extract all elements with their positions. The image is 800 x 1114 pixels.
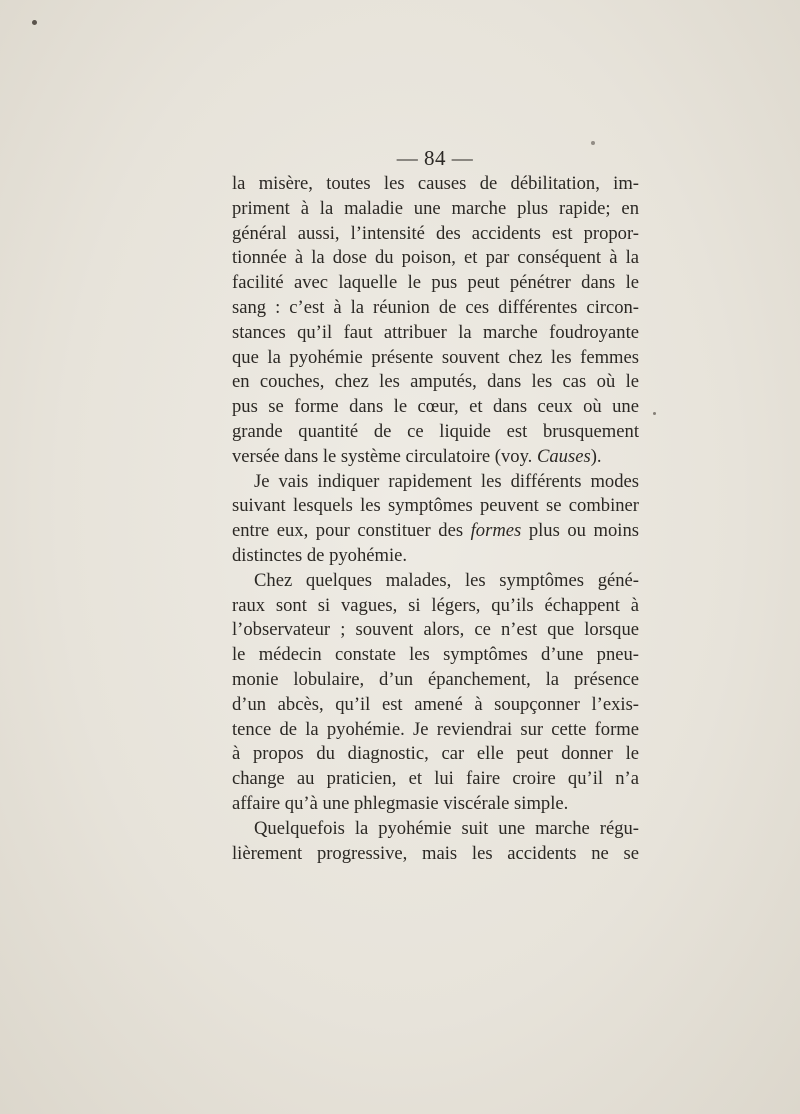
text-line: change au praticien, et lui faire croire qu’il n’a xyxy=(232,768,639,790)
text-line xyxy=(232,445,639,470)
text-line: Chez quelques malades, les symptômes géné- xyxy=(254,569,639,591)
text-line: affaire qu’à une phlegmasie viscérale simple. xyxy=(232,792,569,814)
text-line: tionnée à la dose du poison, et par conséquent à la xyxy=(232,247,639,269)
ink-speck xyxy=(32,20,37,25)
text-line: Quelquefois la pyohémie suit une marche régu- xyxy=(254,817,639,839)
text-line: Je vais indiquer rapidement les différents modes xyxy=(254,470,639,492)
body-text xyxy=(232,172,639,866)
page-number: — 84 — xyxy=(396,146,474,170)
text-line: distinctes de pyohémie. xyxy=(232,544,408,566)
text-line: stances qu’il faut attribuer la marche foudroyante xyxy=(232,321,639,343)
text-line: raux sont si vagues, si légers, qu’ils échappent à xyxy=(232,594,639,616)
text-line: tence de la pyohémie. Je reviendrai sur cette forme xyxy=(232,718,639,740)
text-line: à propos du diagnostic, car elle peut donner le xyxy=(232,743,639,765)
text-line: suivant lesquels les symptômes peuvent se combiner xyxy=(232,495,639,517)
text-fragment: versée dans le système circulatoire (voy. xyxy=(232,445,537,467)
text-line: sang : c’est à la réunion de ces différentes circon- xyxy=(232,296,639,318)
text-line: pus se forme dans le cœur, et dans ceux où une xyxy=(232,396,639,418)
text-line: général aussi, l’intensité des accidents est propor- xyxy=(232,222,639,244)
text-fragment: plus ou moins xyxy=(521,520,639,542)
text-line: le médecin constate les symptômes d’une pneu- xyxy=(232,644,639,666)
ink-speck xyxy=(591,141,595,145)
text-line: facilité avec laquelle le pus peut pénétrer dans le xyxy=(232,272,639,294)
ink-speck xyxy=(653,412,656,415)
italic-word: formes xyxy=(470,520,522,542)
text-line: d’un abcès, qu’il est amené à soupçonner l’exis- xyxy=(232,693,639,715)
italic-word: Causes xyxy=(536,445,591,467)
text-line: priment à la maladie une marche plus rapide; en xyxy=(232,197,639,219)
text-line: que la pyohémie présente souvent chez les femmes xyxy=(232,346,639,368)
text-line: lièrement progressive, mais les accidents ne se xyxy=(232,842,639,864)
text-line: l’observateur ; souvent alors, ce n’est que lorsque xyxy=(232,619,639,641)
text-line: en couches, chez les amputés, dans les cas où le xyxy=(232,371,639,393)
text-line xyxy=(232,519,639,544)
text-line: grande quantité de ce liquide est brusquement xyxy=(232,420,639,442)
text-line: la misère, toutes les causes de débilitation, im- xyxy=(232,173,639,194)
text-line: monie lobulaire, d’un épanchement, la présence xyxy=(232,668,639,690)
text-fragment: ). xyxy=(590,445,602,467)
text-fragment: entre eux, pour constituer des xyxy=(232,520,471,542)
